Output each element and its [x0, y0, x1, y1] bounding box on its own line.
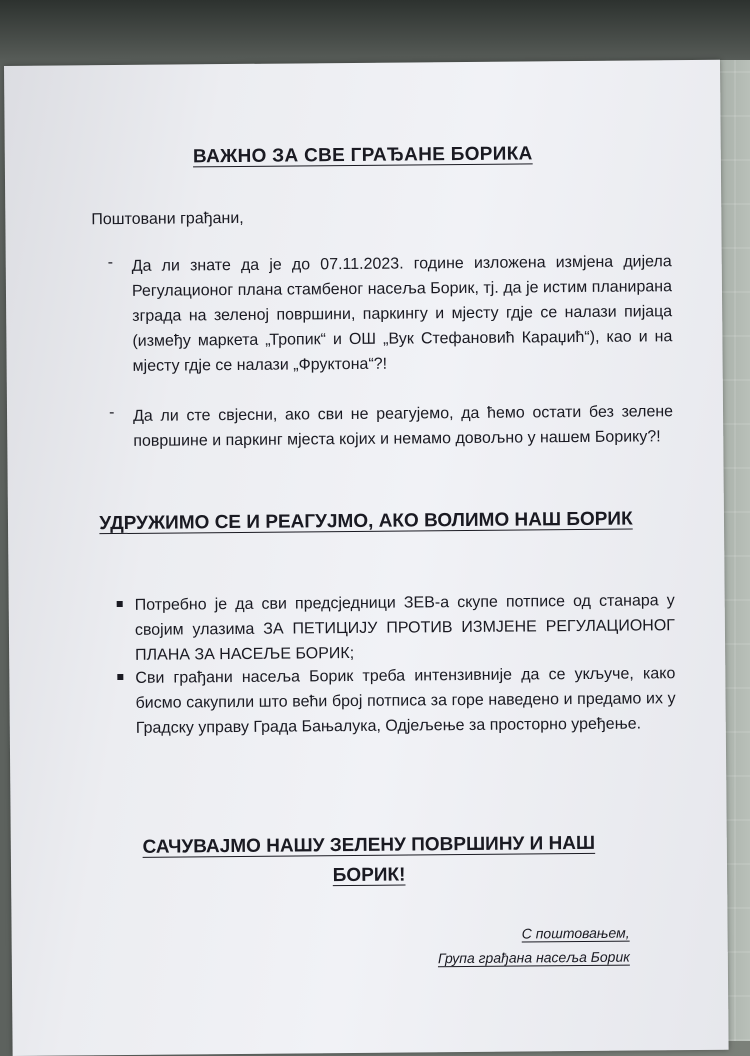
question-paragraph-1: Да ли знате да је до 07.11.2023. године изложена измјена дијела Регулационог плана стамбеног насеља Борик, тј. да је истим планирана зграда на зеленој површини, паркингу и мјесту гдје се налази пијаца (између маркета „Тропик“ и ОШ „Вук Стефановић Караџић“), као и на мјесту гдје се налази „Фруктона“?! [131, 253, 673, 375]
action-item-2: Сви грађани насеља Борик треба интензивније да се укључе, како бисмо сакупили што већи број потписа за горе наведено и предамо их у Градску управу Града Бањалука, Одјељење за просторно уређење. [135, 665, 676, 737]
dash-marker: - [107, 254, 114, 272]
call-to-action-heading: УДРУЖИМО СЕ И РЕАГУЈМО, АКО ВОЛИМО НАШ БОРИК [99, 508, 633, 535]
closing-slogan: САЧУВАЈМО НАШУ ЗЕЛЕНУ ПОВРШИНУ И НАШ БОРИК! [142, 832, 596, 887]
action-item-1: Потребно је да сви предсједници ЗЕВ-а скупе потписе од станара у својим улазима ЗА ПЕТИЦИЈУ ПРОТИВ ИЗМЈЕНЕ РЕГУЛАЦИОНОГ ПЛАНА ЗА НАСЕЉЕ БОРИК; [134, 592, 675, 664]
greeting: Поштовани грађани, [91, 209, 244, 229]
notice-title: ВАЖНО ЗА СВЕ ГРАЂАНЕ БОРИКА [192, 143, 533, 168]
dash-marker: - [108, 404, 115, 422]
signoff: С поштовањем, [521, 924, 630, 942]
paper-notice [4, 60, 729, 1056]
question-paragraph-2: Да ли сте свјесни, ако сви не реагујемо, да ћемо остати без зелене површине и паркинг мјеста којих и немамо довољно у нашем Борику?! [132, 403, 674, 450]
bullet-marker [117, 674, 123, 680]
bullet-marker [117, 601, 123, 607]
signature: Група грађана насеља Борик [437, 948, 630, 967]
